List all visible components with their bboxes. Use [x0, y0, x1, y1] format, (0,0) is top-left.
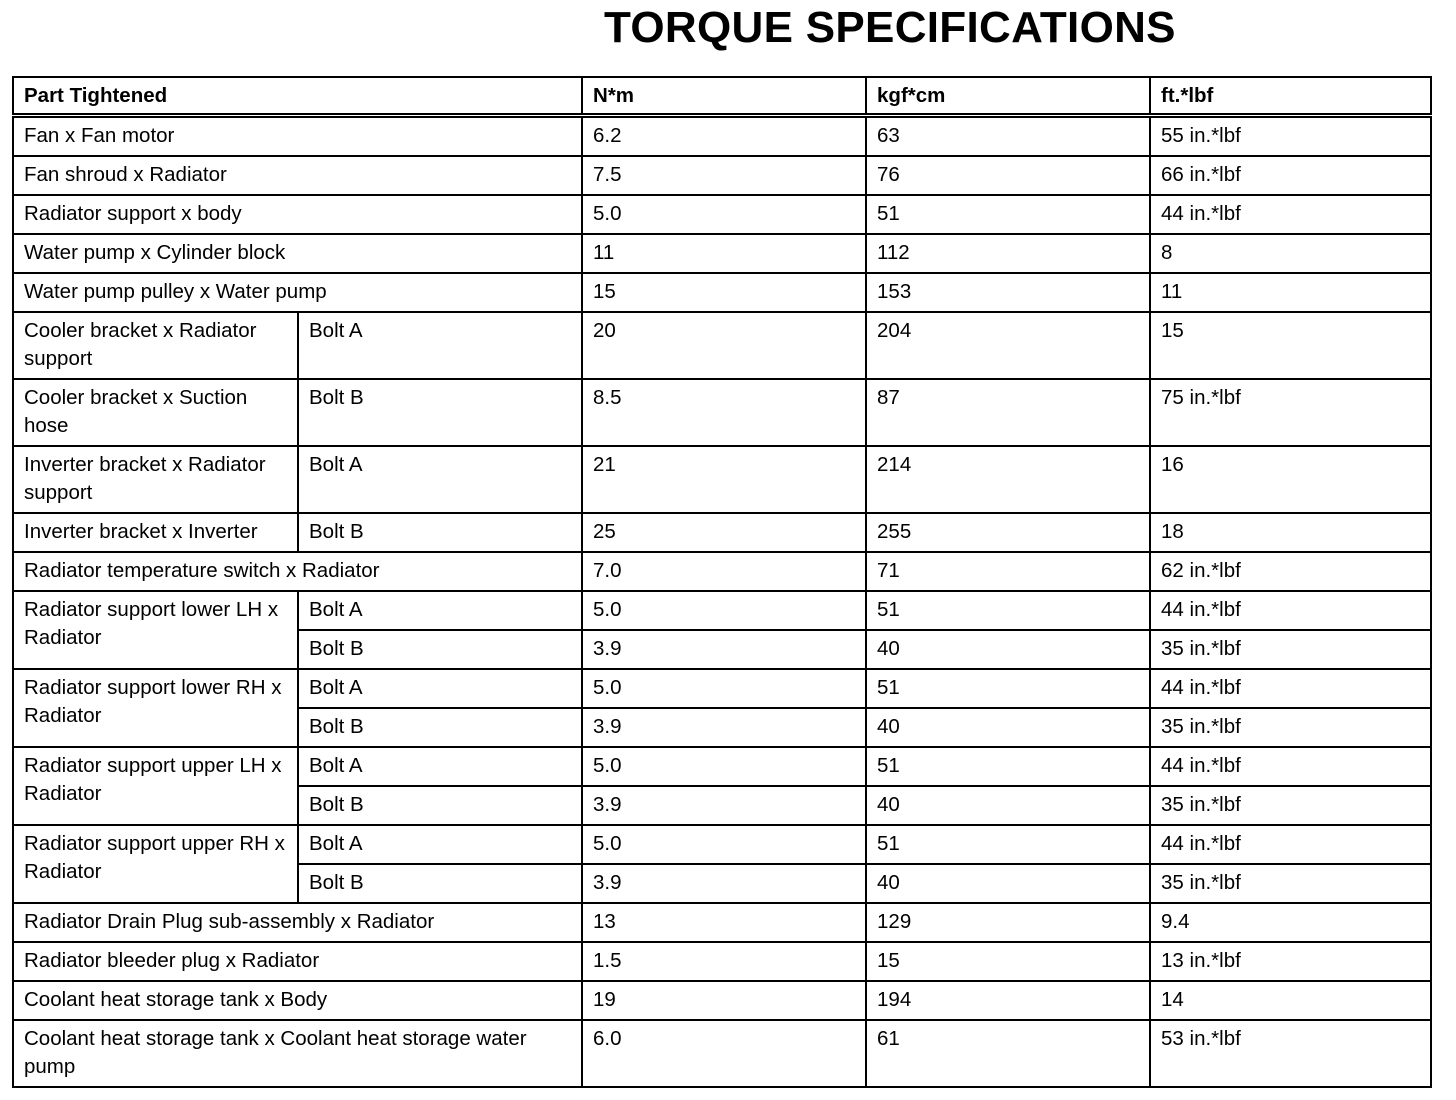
- kgf-cell: 87: [866, 379, 1150, 446]
- kgf-cell: 63: [866, 116, 1150, 157]
- nm-cell: 25: [582, 513, 866, 552]
- kgf-cell: 40: [866, 630, 1150, 669]
- part-cell: Fan shroud x Radiator: [13, 156, 582, 195]
- table-row: [13, 552, 1431, 591]
- table-row: [13, 825, 1431, 864]
- table-row: [13, 379, 1431, 446]
- part-cell: Coolant heat storage tank x Coolant heat storage water pump: [13, 1020, 582, 1087]
- table-row: [13, 981, 1431, 1020]
- part-cell: Inverter bracket x Radiator support: [13, 446, 298, 513]
- kgf-cell: 51: [866, 591, 1150, 630]
- bolt-cell: Bolt A: [298, 446, 582, 513]
- kgf-cell: 40: [866, 786, 1150, 825]
- ft-cell: 44 in.*lbf: [1150, 747, 1431, 786]
- ft-cell: 53 in.*lbf: [1150, 1020, 1431, 1087]
- part-cell: Radiator support upper LH x Radiator: [13, 747, 298, 825]
- kgf-cell: 204: [866, 312, 1150, 379]
- kgf-cell: 15: [866, 942, 1150, 981]
- kgf-cell: 153: [866, 273, 1150, 312]
- table-row: [13, 156, 1431, 195]
- ft-cell: 55 in.*lbf: [1150, 116, 1431, 157]
- ft-cell: 9.4: [1150, 903, 1431, 942]
- bolt-cell: Bolt A: [298, 591, 582, 630]
- ft-cell: 62 in.*lbf: [1150, 552, 1431, 591]
- ft-cell: 44 in.*lbf: [1150, 825, 1431, 864]
- nm-cell: 20: [582, 312, 866, 379]
- nm-cell: 6.0: [582, 1020, 866, 1087]
- table-row: [13, 1020, 1431, 1087]
- part-cell: Inverter bracket x Inverter: [13, 513, 298, 552]
- nm-cell: 13: [582, 903, 866, 942]
- nm-cell: 5.0: [582, 591, 866, 630]
- bolt-cell: Bolt A: [298, 825, 582, 864]
- kgf-cell: 76: [866, 156, 1150, 195]
- table-row: [13, 116, 1431, 157]
- kgf-cell: 112: [866, 234, 1150, 273]
- nm-cell: 7.5: [582, 156, 866, 195]
- nm-cell: 7.0: [582, 552, 866, 591]
- table-row: [13, 591, 1431, 630]
- header-kgf-cm: kgf*cm: [866, 77, 1150, 116]
- bolt-cell: Bolt B: [298, 786, 582, 825]
- nm-cell: 5.0: [582, 195, 866, 234]
- kgf-cell: 51: [866, 195, 1150, 234]
- ft-cell: 8: [1150, 234, 1431, 273]
- bolt-cell: Bolt B: [298, 513, 582, 552]
- kgf-cell: 194: [866, 981, 1150, 1020]
- nm-cell: 5.0: [582, 669, 866, 708]
- bolt-cell: Bolt A: [298, 312, 582, 379]
- kgf-cell: 40: [866, 708, 1150, 747]
- part-cell: Radiator support upper RH x Radiator: [13, 825, 298, 903]
- bolt-cell: Bolt A: [298, 669, 582, 708]
- nm-cell: 3.9: [582, 708, 866, 747]
- bolt-cell: Bolt B: [298, 379, 582, 446]
- ft-cell: 44 in.*lbf: [1150, 195, 1431, 234]
- nm-cell: 3.9: [582, 864, 866, 903]
- nm-cell: 6.2: [582, 116, 866, 157]
- nm-cell: 8.5: [582, 379, 866, 446]
- header-row: [13, 77, 1431, 116]
- bolt-cell: Bolt B: [298, 864, 582, 903]
- nm-cell: 5.0: [582, 747, 866, 786]
- ft-cell: 35 in.*lbf: [1150, 864, 1431, 903]
- ft-cell: 66 in.*lbf: [1150, 156, 1431, 195]
- part-cell: Water pump pulley x Water pump: [13, 273, 582, 312]
- nm-cell: 3.9: [582, 630, 866, 669]
- nm-cell: 19: [582, 981, 866, 1020]
- ft-cell: 14: [1150, 981, 1431, 1020]
- part-cell: Radiator support x body: [13, 195, 582, 234]
- part-cell: Radiator support lower LH x Radiator: [13, 591, 298, 669]
- kgf-cell: 214: [866, 446, 1150, 513]
- ft-cell: 11: [1150, 273, 1431, 312]
- kgf-cell: 40: [866, 864, 1150, 903]
- table-row: [13, 446, 1431, 513]
- kgf-cell: 51: [866, 747, 1150, 786]
- table-row: [13, 195, 1431, 234]
- header-ft-lbf: ft.*lbf: [1150, 77, 1431, 116]
- ft-cell: 44 in.*lbf: [1150, 669, 1431, 708]
- page-title: TORQUE SPECIFICATIONS: [604, 3, 1176, 52]
- part-cell: Radiator temperature switch x Radiator: [13, 552, 582, 591]
- ft-cell: 35 in.*lbf: [1150, 786, 1431, 825]
- part-cell: Cooler bracket x Radiator support: [13, 312, 298, 379]
- table-row: [13, 903, 1431, 942]
- ft-cell: 44 in.*lbf: [1150, 591, 1431, 630]
- ft-cell: 16: [1150, 446, 1431, 513]
- table-row: [13, 513, 1431, 552]
- kgf-cell: 255: [866, 513, 1150, 552]
- ft-cell: 13 in.*lbf: [1150, 942, 1431, 981]
- header-part-tightened: Part Tightened: [13, 77, 582, 116]
- nm-cell: 15: [582, 273, 866, 312]
- bolt-cell: Bolt B: [298, 630, 582, 669]
- table-row: [13, 747, 1431, 786]
- part-cell: Fan x Fan motor: [13, 116, 582, 157]
- part-cell: Cooler bracket x Suction hose: [13, 379, 298, 446]
- kgf-cell: 129: [866, 903, 1150, 942]
- ft-cell: 35 in.*lbf: [1150, 630, 1431, 669]
- nm-cell: 21: [582, 446, 866, 513]
- bolt-cell: Bolt B: [298, 708, 582, 747]
- kgf-cell: 51: [866, 825, 1150, 864]
- part-cell: Radiator Drain Plug sub-assembly x Radiator: [13, 903, 582, 942]
- kgf-cell: 51: [866, 669, 1150, 708]
- table-row: [13, 942, 1431, 981]
- kgf-cell: 61: [866, 1020, 1150, 1087]
- table-row: [13, 312, 1431, 379]
- nm-cell: 3.9: [582, 786, 866, 825]
- table-row: [13, 669, 1431, 708]
- part-cell: Radiator support lower RH x Radiator: [13, 669, 298, 747]
- ft-cell: 18: [1150, 513, 1431, 552]
- table-row: [13, 234, 1431, 273]
- header-nm: N*m: [582, 77, 866, 116]
- part-cell: Water pump x Cylinder block: [13, 234, 582, 273]
- nm-cell: 11: [582, 234, 866, 273]
- bolt-cell: Bolt A: [298, 747, 582, 786]
- kgf-cell: 71: [866, 552, 1150, 591]
- ft-cell: 75 in.*lbf: [1150, 379, 1431, 446]
- part-cell: Coolant heat storage tank x Body: [13, 981, 582, 1020]
- torque-spec-table: [12, 76, 1432, 1088]
- ft-cell: 35 in.*lbf: [1150, 708, 1431, 747]
- table-row: [13, 273, 1431, 312]
- part-cell: Radiator bleeder plug x Radiator: [13, 942, 582, 981]
- nm-cell: 1.5: [582, 942, 866, 981]
- ft-cell: 15: [1150, 312, 1431, 379]
- nm-cell: 5.0: [582, 825, 866, 864]
